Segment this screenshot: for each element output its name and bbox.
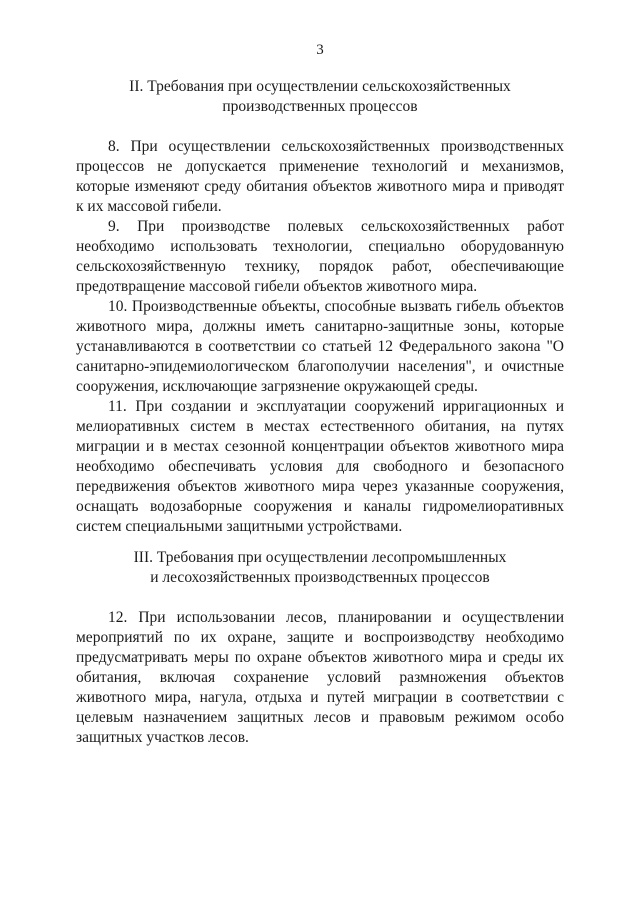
section-2-heading-line-1: II. Требования при осуществлении сельскохозяйственных: [129, 78, 511, 95]
paragraph-10: 10. Производственные объекты, способные вызвать гибель объектов животного мира, должны иметь санитарно-защитные зоны, которые устанавливаются в соответствии со статьей 12 Федерального закона "О санитарно-эпидемиологическом благополучии населения", и очистные сооружения, исключающие загрязнение окружающей среды.: [76, 298, 564, 395]
paragraph-8: 8. При осуществлении сельскохозяйственных производственных процессов не допускается применение технологий и механизмов, которые изменяют среду обитания объектов животного мира и приводят к их массовой гибели.: [76, 138, 564, 215]
section-3-heading-line-2: и лесохозяйственных производственных процессов: [150, 569, 490, 586]
section-2-heading-line-2: производственных процессов: [222, 98, 418, 115]
page-number: 3: [316, 42, 324, 58]
section-2-body: [76, 137, 564, 537]
section-3-body: [76, 608, 564, 748]
section-3-heading: [0, 548, 640, 588]
section-2-heading: [0, 77, 640, 117]
section-3-heading-line-1: III. Требования при осуществлении лесопромышленных: [133, 549, 507, 566]
paragraph-11: 11. При создании и эксплуатации сооружений ирригационных и мелиоративных систем в местах естественного обитания, на путях миграции и в местах сезонной концентрации объектов животного мира необходимо обеспечивать условия для свободного и безопасного передвижения объектов животного мира через указанные сооружения, оснащать водозаборные сооружения и каналы гидромелиоративных систем специальными защитными устройствами.: [76, 398, 564, 535]
paragraph-12: 12. При использовании лесов, планировании и осуществлении мероприятий по их охране, защите и воспроизводству необходимо предусматривать меры по охране объектов животного мира и среды их обитания, включая сохранение условий размножения объектов животного мира, нагула, отдыха и путей миграции в соответствии с целевым назначением защитных лесов и правовым режимом особо защитных участков лесов.: [76, 609, 564, 746]
paragraph-9: 9. При производстве полевых сельскохозяйственных работ необходимо использовать технологии, специально оборудованную сельскохозяйственную технику, порядок работ, обеспечивающие предотвращение массовой гибели объектов животного мира.: [76, 218, 564, 295]
